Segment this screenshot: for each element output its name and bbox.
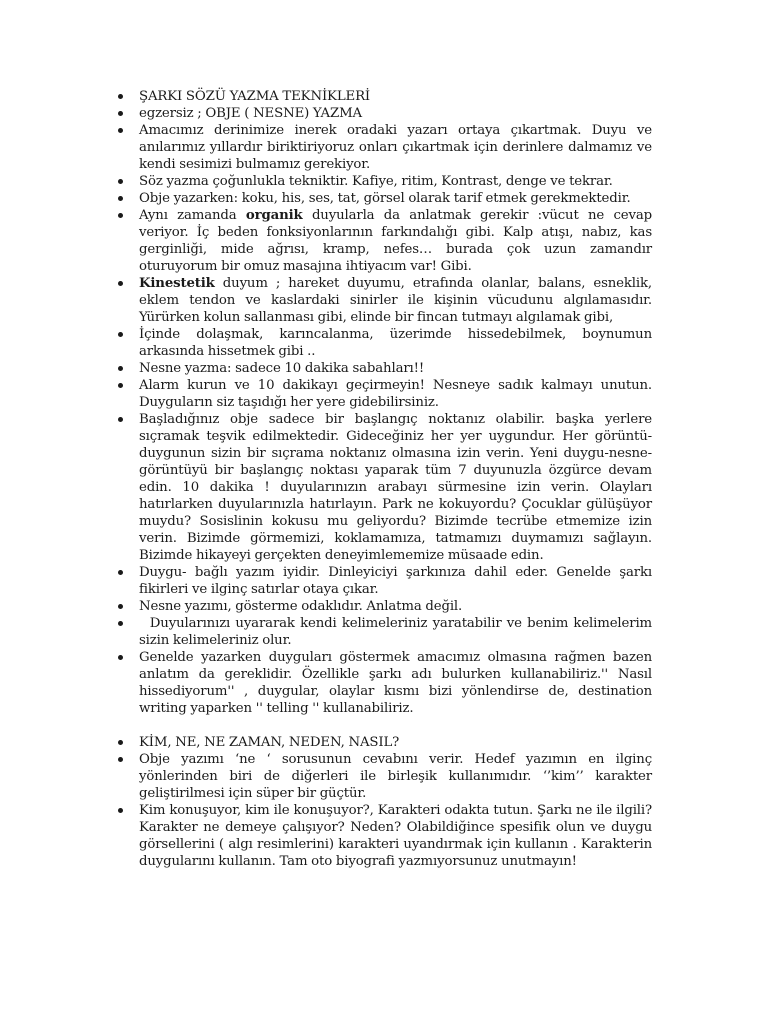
bold-term: organik: [245, 208, 303, 223]
list-item: [139, 598, 652, 615]
item-text: Genelde yazarken duyguları göstermek amacımız olmasına rağmen bazen anlatım da gereklidir. Özellikle şarkı adı bulurken kullanabiliriz.'' Nasıl hissediyorum'' , duygular, olaylar kısmı bizi yönlendirse de, destination writing yaparken '' telling '' kullanabiliriz.: [139, 650, 652, 716]
item-text: KİM, NE, NE ZAMAN, NEDEN, NASIL?: [139, 735, 400, 750]
item-text: Amacımız derinimize inerek oradaki yazarı ortaya çıkartmak. Duyu ve anılarımız yıllardır biriktiriyoruz onları çıkartmak için derinlere dalmamız ve kendi sesimizi bulmamız gerekiyor.: [139, 123, 652, 172]
bullet-icon: [118, 111, 123, 116]
item-text: Söz yazma çoğunlukla tekniktir. Kafiye, ritim, Kontrast, denge ve tekrar.: [139, 174, 613, 189]
item-text: Kim konuşuyor, kim ile konuşuyor?, Karakteri odakta tutun. Şarkı ne ile ilgili? Karakter ne demeye çalışıyor? Neden? Olabildiğince spesifik olun ve duygu görsellerini ( algı resimlerini) karakteri uyandırmak için kullanın . Karakterin duygularını kullanın. Tam oto biyografi yazmıyorsunuz unutmayın!: [139, 803, 652, 869]
bullet-icon: [118, 128, 123, 133]
bullet-icon: [118, 740, 123, 745]
item-text-pre: Aynı zamanda: [139, 208, 246, 223]
item-text-post: duyularla da anlatmak gerekir :vücut ne cevap veriyor. İç beden fonksiyonlarının farkındalığı gibi. Kalp atışı, nabız, kas gerginliği, mide ağrısı, kramp, nefes… burada çok uzun zamandır oturuyorum bir omuz masajına ihtiyacım var! Gibi.: [139, 208, 652, 274]
item-text: ŞARKI SÖZÜ YAZMA TEKNİKLERİ: [139, 89, 371, 104]
bullet-icon: [118, 570, 123, 575]
list-item: [139, 88, 652, 105]
bullet-icon: [118, 179, 123, 184]
item-text: Alarm kurun ve 10 dakikayı geçirmeyin! Nesneye sadık kalmayı unutun. Duyguların siz taşıdığı her yere gidebilirsiniz.: [139, 378, 652, 410]
item-text-post: duyum ; hareket duyumu, etrafında olanlar, balans, esneklik, eklem tendon ve kaslardaki sinirler ile kişinin vücudunu algılamasıdır. Yürürken kolun sallanması gibi, elinde bir fincan tutmayı algılamak gibi,: [139, 276, 652, 325]
item-text: egzersiz ; OBJE ( NESNE) YAZMA: [139, 106, 362, 121]
list-item: [139, 411, 652, 564]
list-item: [139, 207, 652, 275]
bullet-icon: [118, 757, 123, 762]
list-item: [139, 190, 652, 207]
item-text: Nesne yazımı, gösterme odaklıdır. Anlatma değil.: [139, 599, 463, 614]
bullet-icon: [118, 332, 123, 337]
bullet-icon: [118, 808, 123, 813]
list-item: [139, 377, 652, 411]
list-item: [139, 173, 652, 190]
bullet-icon: [118, 655, 123, 660]
list-item: [139, 802, 652, 870]
list-item: [139, 734, 652, 751]
item-text: İçinde dolaşmak, karıncalanma, üzerimde hissedebilmek, boynumun arkasında hissetmek gibi ..: [139, 327, 652, 359]
item-text: Obje yazımı ‘ne ‘ sorusunun cevabını verir. Hedef yazımın en ilginç yönlerinden biri de diğerleri ile birleşik kullanımıdır. ‘’kim’’ karakter geliştirilmesi için süper bir güçtür.: [139, 752, 652, 801]
bullet-icon: [118, 604, 123, 609]
list-item: [139, 122, 652, 173]
list-item: [139, 615, 656, 649]
item-text: Başladığınız obje sadece bir başlangıç noktanız olabilir. başka yerlere sıçramak teşvik edilmektedir. Gideceğiniz her yer uygundur. Her görüntü-duygunun sizin bir sıçrama noktanız olmasına izin verin. Yeni duygu-nesne- görüntüyü bir başlangıç noktası yaparak tüm 7 duyunuzla özgürce devam edin. 10 dakika ! duyularınızın arabayı sürmesine izin verin. Olayları hatırlarken duyularınızla hatırlayın. Park ne kokuyordu? Çocuklar gülüşüyor muydu? Sosislinin kokusu mu geliyordu? Bizimde tecrübe etmemize izin verin. Bizimde görmemizi, koklamamıza, tatmamızı duymamızı sağlayın. Bizimde hikayeyi gerçekten deneyimlememize müsaade edin.: [139, 412, 652, 563]
bullet-icon: [118, 281, 123, 286]
bullet-icon: [118, 366, 123, 371]
list-item: [139, 105, 652, 122]
list-item: [139, 360, 652, 377]
item-text: Duyularınızı uyararak kendi kelimeleriniz yaratabilir ve benim kelimelerim sizin kelimeleriniz olur.: [139, 616, 656, 648]
list-item: [139, 275, 652, 326]
bullet-icon: [118, 196, 123, 201]
bullet-icon: [118, 621, 123, 626]
bold-term: Kinestetik: [139, 276, 215, 291]
list-item: [139, 751, 652, 802]
list-item: [139, 564, 652, 598]
list-item: [139, 649, 652, 717]
bullet-icon: [118, 213, 123, 218]
list-item: [139, 326, 652, 360]
bullet-icon: [118, 94, 123, 99]
item-text: Obje yazarken: koku, his, ses, tat, görsel olarak tarif etmek gerekmektedir.: [139, 191, 631, 206]
bullet-list: [139, 88, 656, 870]
bullet-icon: [118, 417, 123, 422]
item-text: Nesne yazma: sadece 10 dakika sabahları!!: [139, 361, 425, 376]
item-text: Duygu- bağlı yazım iyidir. Dinleyiciyi şarkınıza dahil eder. Genelde şarkı fikirleri ve ilginç satırlar otaya çıkar.: [139, 565, 652, 597]
bullet-icon: [118, 383, 123, 388]
